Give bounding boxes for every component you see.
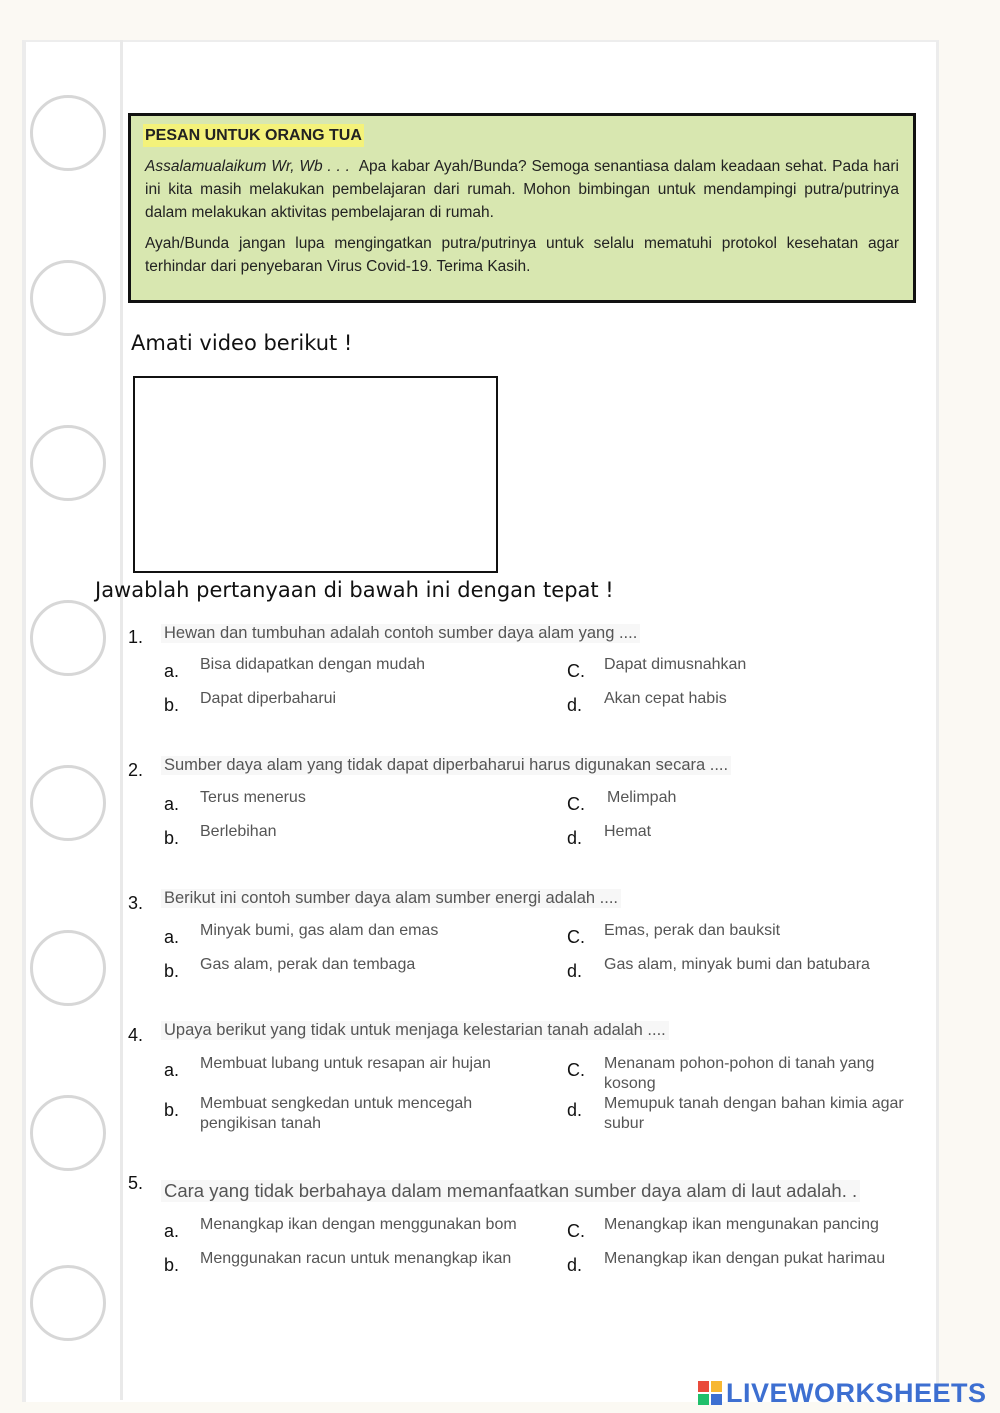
binder-ring-icon — [30, 765, 106, 841]
option-text[interactable]: Hemat — [604, 823, 652, 840]
option-letter[interactable]: C. — [567, 927, 585, 947]
binder-ring-icon — [30, 930, 106, 1006]
option-text[interactable]: Memupuk tanah dengan bahan kimia agar subur — [604, 1095, 904, 1132]
question-number: 5. — [128, 1173, 144, 1193]
question-text: Sumber daya alam yang tidak dapat diperbaharui harus digunakan secara .... — [161, 756, 731, 775]
option-text[interactable]: Menggunakan racun untuk menangkap ikan — [200, 1250, 512, 1267]
binder-ring-icon — [30, 600, 106, 676]
logo-square-icon — [711, 1394, 722, 1405]
question-text: Cara yang tidak berbahaya dalam memanfaatkan sumber daya alam di laut adalah. . — [161, 1180, 860, 1202]
option-text[interactable]: Membuat lubang untuk resapan air hujan — [200, 1055, 491, 1072]
option-letter[interactable]: C. — [567, 1060, 585, 1080]
option-letter[interactable]: d. — [567, 961, 583, 981]
question-text: Hewan dan tumbuhan adalah contoh sumber daya alam yang .... — [161, 624, 640, 643]
binder-ring-icon — [30, 260, 106, 336]
option-text[interactable]: Minyak bumi, gas alam dan emas — [200, 922, 439, 939]
parent-message-text-1: Apa kabar Ayah/Bunda? Semoga senantiasa dalam keadaan sehat. Pada hari ini kita masih melakukan pembelajaran dari rumah. Mohon bimbingan untuk mendampingi putra/putrinya dalam melakukan aktivitas pembelajaran di rumah. — [145, 158, 899, 221]
option-letter[interactable]: d. — [567, 1255, 583, 1275]
question-number: 3. — [128, 893, 144, 913]
questions-heading: Jawablah pertanyaan di bawah ini dengan tepat ! — [95, 578, 614, 602]
question-number: 2. — [128, 760, 144, 780]
binder-ring-icon — [30, 1095, 106, 1171]
option-text[interactable]: Bisa didapatkan dengan mudah — [200, 656, 426, 673]
option-text[interactable]: Berlebihan — [200, 823, 277, 840]
parent-message-title: PESAN UNTUK ORANG TUA — [143, 124, 364, 147]
binder-ring-icon — [30, 95, 106, 171]
option-text[interactable]: Terus menerus — [200, 789, 306, 806]
option-text[interactable]: Akan cepat habis — [604, 690, 727, 707]
option-letter[interactable]: b. — [164, 961, 180, 981]
logo-square-icon — [698, 1381, 709, 1392]
logo-text: LIVEWORKSHEETS — [726, 1377, 987, 1408]
option-text[interactable]: Menangkap ikan dengan pukat harimau — [604, 1250, 886, 1267]
option-letter[interactable]: C. — [567, 794, 585, 814]
question-text: Upaya berikut yang tidak untuk menjaga kelestarian tanah adalah .... — [161, 1021, 669, 1040]
option-letter[interactable]: d. — [567, 828, 583, 848]
parent-message-paragraph-1 — [145, 155, 899, 224]
option-letter[interactable]: a. — [164, 1060, 180, 1080]
option-letter[interactable]: a. — [164, 927, 180, 947]
parent-message-box — [128, 113, 916, 303]
logo-square-icon — [698, 1394, 709, 1405]
parent-message-paragraph-2: Ayah/Bunda jangan lupa mengingatkan putra/putrinya untuk selalu mematuhi protokol kesehatan agar terhindar dari penyebaran Virus Covid-19. Terima Kasih. — [145, 235, 899, 275]
option-letter[interactable]: d. — [567, 1100, 583, 1120]
binder-ring-icon — [30, 1265, 106, 1341]
option-text[interactable]: Dapat dimusnahkan — [604, 656, 747, 673]
question-text: Berikut ini contoh sumber daya alam sumber energi adalah .... — [161, 889, 621, 908]
liveworksheets-logo[interactable] — [698, 1378, 987, 1408]
option-letter[interactable]: a. — [164, 794, 180, 814]
margin-line — [120, 40, 123, 1400]
logo-mark-icon — [698, 1381, 722, 1405]
option-text[interactable]: Melimpah — [607, 789, 677, 806]
option-letter[interactable]: a. — [164, 661, 180, 681]
option-text[interactable]: Menangkap ikan mengunakan pancing — [604, 1216, 879, 1233]
option-letter[interactable]: a. — [164, 1221, 180, 1241]
question-number: 4. — [128, 1025, 144, 1045]
logo-square-icon — [711, 1381, 722, 1392]
video-heading: Amati video berikut ! — [131, 331, 353, 355]
option-letter[interactable]: b. — [164, 695, 180, 715]
option-text[interactable]: Gas alam, perak dan tembaga — [200, 956, 416, 973]
option-text[interactable]: Membuat sengkedan untuk mencegah pengikisan tanah — [200, 1095, 473, 1132]
option-letter[interactable]: b. — [164, 828, 180, 848]
option-letter[interactable]: d. — [567, 695, 583, 715]
option-letter[interactable]: b. — [164, 1100, 180, 1120]
option-text[interactable]: Emas, perak dan bauksit — [604, 922, 781, 939]
option-letter[interactable]: C. — [567, 1221, 585, 1241]
video-player[interactable] — [133, 376, 498, 573]
greeting: Assalamualaikum Wr, Wb . . . — [145, 158, 350, 175]
option-text[interactable]: Menanam pohon-pohon di tanah yang kosong — [604, 1055, 875, 1092]
option-letter[interactable]: C. — [567, 661, 585, 681]
option-letter[interactable]: b. — [164, 1255, 180, 1275]
binder-ring-icon — [30, 425, 106, 501]
option-text[interactable]: Menangkap ikan dengan menggunakan bom — [200, 1216, 517, 1233]
question-number: 1. — [128, 627, 144, 647]
option-text[interactable]: Dapat diperbaharui — [200, 690, 337, 707]
option-text[interactable]: Gas alam, minyak bumi dan batubara — [604, 956, 870, 973]
